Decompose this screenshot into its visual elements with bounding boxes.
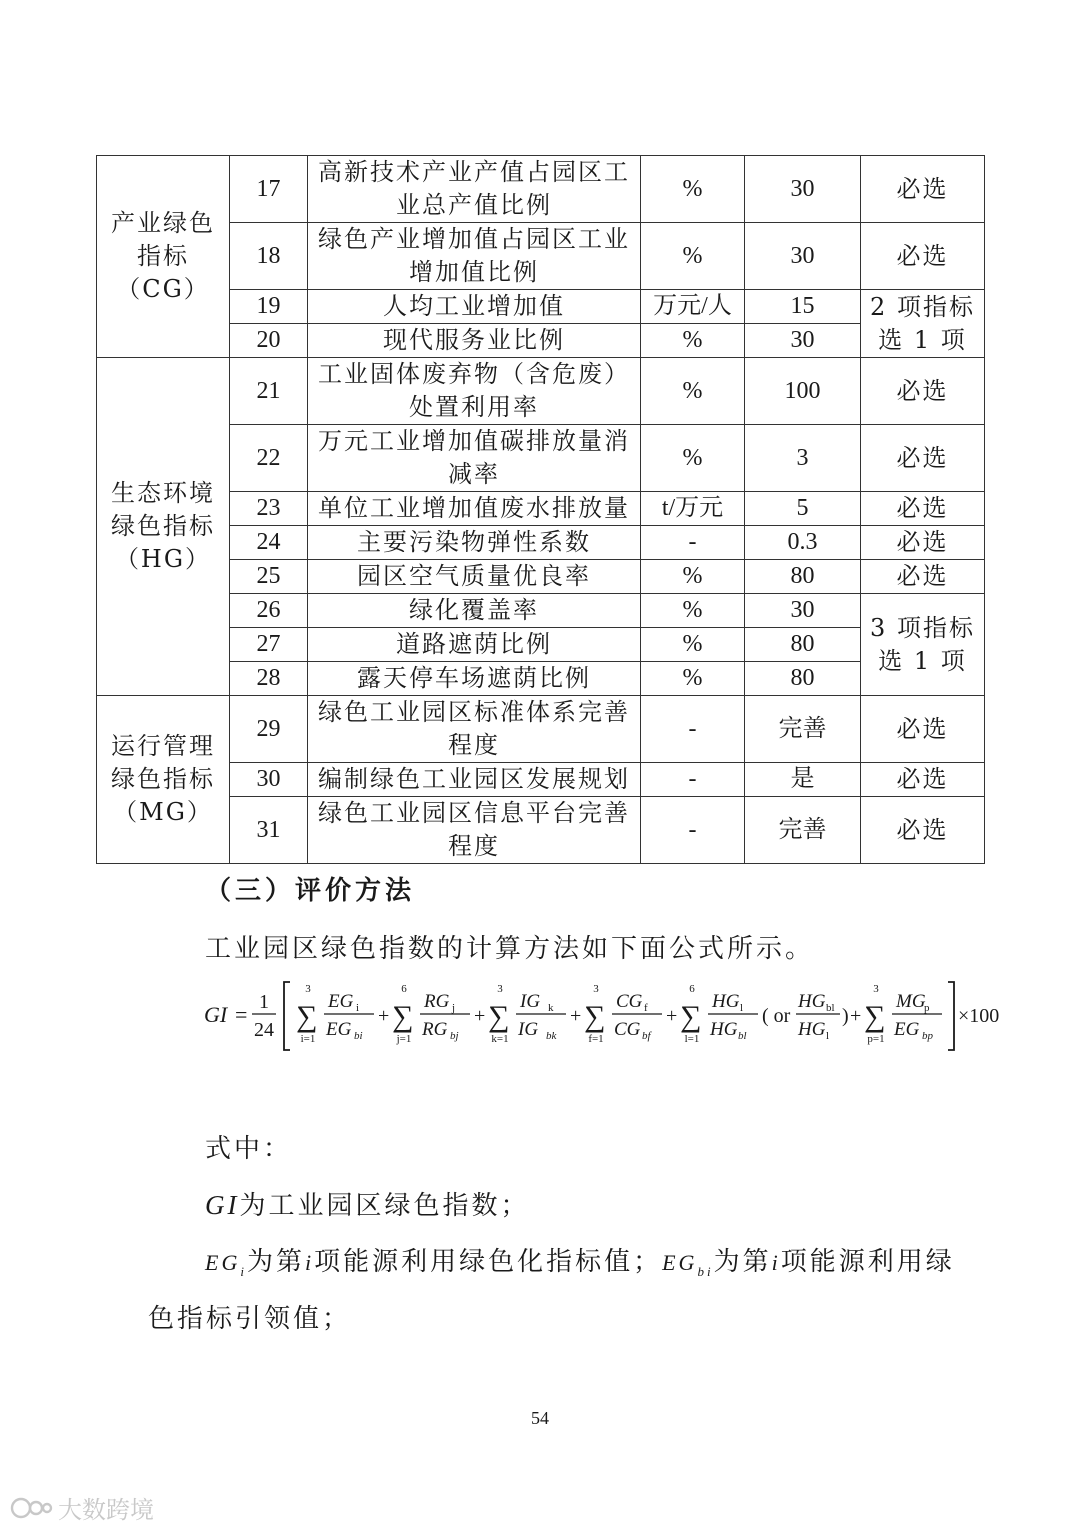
indicator-name: [308, 662, 641, 696]
category-line: 产业绿色: [111, 209, 215, 237]
category-line: （MG）: [113, 798, 213, 826]
selection-type-line: 必选: [896, 174, 949, 203]
table-row: [97, 662, 985, 696]
selection-type: [861, 797, 985, 864]
eg-definition-line2: 色指标引领值；: [148, 1304, 352, 1334]
indicator-name-line: 增加值比例: [409, 258, 539, 286]
selection-type-line: 必选: [896, 528, 949, 556]
eg-text-1: 为第: [246, 1247, 305, 1277]
indicator-name: [308, 797, 641, 864]
multiplier: ×100: [958, 1005, 1000, 1027]
indicator-table: [96, 155, 985, 864]
indicator-name-line: 编制绿色工业园区发展规划: [318, 765, 630, 793]
index-number: 24: [230, 526, 308, 560]
selection-type-line: 必选: [896, 376, 949, 405]
table-row: [97, 526, 985, 560]
gi-symbol: GI: [205, 1190, 240, 1220]
target-value: 80: [745, 628, 861, 662]
formula-lhs: GI: [204, 1002, 228, 1027]
indicator-name: [308, 290, 641, 324]
index-number: 22: [230, 425, 308, 492]
indicator-name-line: 园区空气质量优良率: [357, 562, 591, 590]
index-number: 26: [230, 594, 308, 628]
unit-cell: t/万元: [641, 492, 745, 526]
index-number: 28: [230, 662, 308, 696]
term-numerator: HG: [712, 991, 740, 1012]
eg-text-2: 项能源利用绿色化指标值；: [314, 1247, 663, 1277]
table-row: [97, 628, 985, 662]
selection-type: [861, 594, 985, 696]
sum-upper-limit: 6: [689, 983, 695, 995]
target-value: 80: [745, 662, 861, 696]
selection-type: [861, 696, 985, 763]
eg-subscript: i: [240, 1264, 247, 1280]
eg-var-2: i: [771, 1250, 781, 1275]
target-value: 30: [745, 594, 861, 628]
index-number: 29: [230, 696, 308, 763]
eg-var-1: i: [304, 1250, 315, 1275]
selection-type: [861, 223, 985, 290]
term-denominator-sub: bp: [922, 1030, 933, 1042]
indicator-name-line: 现代服务业比例: [383, 326, 565, 354]
unit-cell: -: [641, 526, 745, 560]
unit-cell: %: [641, 358, 745, 425]
index-number: 25: [230, 560, 308, 594]
eg-definition: [205, 1241, 955, 1280]
unit-cell: %: [641, 628, 745, 662]
sum-upper-limit: 3: [873, 983, 879, 995]
table-row: [97, 696, 985, 763]
term-denominator: IG: [518, 1019, 539, 1040]
sum-lower-limit: k=1: [491, 1033, 509, 1045]
indicator-name-line: 绿色工业园区标准体系完善: [318, 698, 630, 726]
alt-denominator: HG: [798, 1019, 826, 1040]
indicator-name: [308, 358, 641, 425]
unit-cell: %: [641, 324, 745, 358]
page-number: 54: [531, 1408, 549, 1428]
section-heading: （三）评价方法: [205, 876, 416, 906]
term-numerator: RG: [424, 991, 450, 1012]
term-numerator-sub: l: [740, 1002, 744, 1014]
selection-type: [861, 763, 985, 797]
term-denominator-sub: bk: [546, 1030, 557, 1042]
selection-type-line: 必选: [896, 562, 949, 590]
egb-symbol: EG: [662, 1250, 698, 1275]
coef-denominator: 24: [254, 1019, 274, 1041]
sum-lower-limit: i=1: [300, 1033, 316, 1045]
term-numerator-sub: f: [644, 1002, 648, 1014]
target-value: 是: [745, 763, 861, 797]
indicator-name: [308, 763, 641, 797]
term-numerator: IG: [520, 991, 541, 1012]
sum-symbol: ∑: [864, 1000, 886, 1033]
indicator-name-line: 道路遮荫比例: [396, 630, 552, 658]
watermark: [10, 1490, 154, 1525]
selection-type-line: 必选: [896, 443, 949, 472]
index-number: 20: [230, 324, 308, 358]
indicator-name: [308, 492, 641, 526]
selection-type-line: 必选: [896, 494, 949, 522]
category-cell: [97, 358, 230, 696]
term-numerator-sub: i: [356, 1002, 360, 1014]
selection-type-line: 选 1 项: [878, 325, 967, 354]
table-row: [97, 324, 985, 358]
selection-type-line: 2 项指标: [870, 292, 975, 321]
indicator-name: [308, 628, 641, 662]
plus-sign: +: [666, 1005, 678, 1027]
selection-type-line: 必选: [896, 765, 949, 793]
category-cell: [97, 156, 230, 358]
category-line: 绿色指标: [111, 512, 215, 540]
alt-denominator-sub: l: [826, 1030, 830, 1042]
sum-lower-limit: j=1: [396, 1033, 412, 1045]
indicator-name-line: 绿色产业增加值占园区工业: [318, 225, 630, 253]
term-numerator-sub: p: [924, 1002, 930, 1014]
target-value: 0.3: [745, 526, 861, 560]
term-denominator: CG: [614, 1019, 641, 1040]
indicator-name: [308, 425, 641, 492]
term-numerator: EG: [328, 991, 354, 1012]
plus-sign: +: [570, 1005, 582, 1027]
unit-cell: 万元/人: [641, 290, 745, 324]
indicator-name-line: 减率: [448, 460, 500, 488]
green-index-formula: [204, 978, 1000, 1056]
term-numerator-sub: k: [548, 1002, 554, 1014]
right-bracket: [948, 982, 954, 1050]
table-row: [97, 223, 985, 290]
target-value: 30: [745, 156, 861, 223]
alt-open: ( or: [762, 1005, 791, 1027]
term-denominator: RG: [422, 1019, 448, 1040]
index-number: 21: [230, 358, 308, 425]
sum-symbol: ∑: [488, 1000, 510, 1033]
term-denominator-sub: bl: [738, 1030, 747, 1042]
target-value: 完善: [745, 797, 861, 864]
category-line: 运行管理: [111, 732, 215, 760]
alt-numerator: HG: [798, 991, 826, 1012]
sum-symbol: ∑: [296, 1000, 318, 1033]
intro-text: 工业园区绿色指数的计算方法如下面公式所示。: [205, 934, 815, 964]
alt-numerator-sub: bl: [826, 1002, 835, 1014]
selection-type-line: 3 项指标: [870, 613, 975, 642]
unit-cell: -: [641, 696, 745, 763]
indicator-name-line: 业总产值比例: [396, 191, 552, 219]
unit-cell: %: [641, 560, 745, 594]
indicator-name: [308, 324, 641, 358]
target-value: 80: [745, 560, 861, 594]
target-value: 100: [745, 358, 861, 425]
unit-cell: -: [641, 763, 745, 797]
indicator-name: [308, 594, 641, 628]
indicator-name-line: 万元工业增加值碳排放量消: [318, 427, 630, 455]
indicator-name-line: 工业固体废弃物（含危废）: [318, 360, 630, 388]
index-number: 18: [230, 223, 308, 290]
index-number: 17: [230, 156, 308, 223]
indicator-name-line: 露天停车场遮荫比例: [357, 664, 591, 692]
table-row: [97, 492, 985, 526]
left-bracket: [284, 982, 290, 1050]
indicator-name-line: 绿色工业园区信息平台完善: [318, 799, 630, 827]
sum-symbol: ∑: [680, 1000, 702, 1033]
indicator-name: [308, 560, 641, 594]
term-numerator: CG: [616, 991, 643, 1012]
sum-lower-limit: p=1: [867, 1033, 885, 1045]
indicator-name: [308, 696, 641, 763]
selection-type: [861, 492, 985, 526]
sum-symbol: ∑: [584, 1000, 606, 1033]
index-number: 19: [230, 290, 308, 324]
indicator-name-line: 单位工业增加值废水排放量: [318, 494, 630, 522]
selection-type: [861, 425, 985, 492]
target-value: 30: [745, 223, 861, 290]
unit-cell: %: [641, 156, 745, 223]
alt-close: ): [842, 1005, 849, 1027]
term-denominator-sub: bi: [354, 1030, 363, 1042]
indicator-name-line: 人均工业增加值: [383, 292, 565, 320]
term-denominator-sub: bj: [450, 1030, 459, 1042]
index-number: 23: [230, 492, 308, 526]
coef-numerator: 1: [259, 991, 269, 1013]
target-value: 3: [745, 425, 861, 492]
plus-sign: +: [378, 1005, 390, 1027]
indicator-name: [308, 526, 641, 560]
category-line: 绿色指标: [111, 765, 215, 793]
target-value: 5: [745, 492, 861, 526]
plus-sign: +: [850, 1005, 862, 1027]
unit-cell: %: [641, 594, 745, 628]
selection-type-line: 必选: [896, 815, 949, 844]
sum-lower-limit: f=1: [588, 1033, 604, 1045]
category-line: （HG）: [114, 545, 212, 573]
indicator-name: [308, 156, 641, 223]
index-number: 31: [230, 797, 308, 864]
selection-type: [861, 290, 985, 358]
indicator-name-line: 处置利用率: [409, 393, 539, 421]
unit-cell: %: [641, 223, 745, 290]
indicator-name-line: 绿化覆盖率: [409, 596, 539, 624]
where-label: 式中：: [205, 1134, 293, 1164]
table-row: [97, 290, 985, 324]
term-numerator-sub: j: [452, 1002, 456, 1014]
equals-sign: =: [235, 1002, 248, 1027]
gi-definition-text: 为工业园区绿色指数；: [239, 1191, 530, 1221]
indicator-name-line: 高新技术产业产值占园区工: [318, 158, 630, 186]
target-value: 完善: [745, 696, 861, 763]
selection-type: [861, 156, 985, 223]
term-denominator-sub: bf: [642, 1030, 651, 1042]
table-row: [97, 594, 985, 628]
watermark-text: 大数跨境: [58, 1496, 154, 1524]
term-denominator: EG: [326, 1019, 352, 1040]
table-row: [97, 358, 985, 425]
unit-cell: %: [641, 425, 745, 492]
sum-symbol: ∑: [392, 1000, 414, 1033]
table-row: [97, 763, 985, 797]
unit-cell: %: [641, 662, 745, 696]
sum-lower-limit: l=1: [684, 1033, 700, 1045]
indicator-name: [308, 223, 641, 290]
category-line: 指标: [137, 242, 189, 270]
index-number: 27: [230, 628, 308, 662]
indicator-name-line: 程度: [448, 731, 500, 759]
eg-text-3: 为第: [713, 1247, 772, 1277]
category-line: （CG）: [116, 275, 210, 303]
plus-sign: +: [474, 1005, 486, 1027]
selection-type: [861, 358, 985, 425]
watermark-logo-icon: [10, 1495, 54, 1521]
unit-cell: -: [641, 797, 745, 864]
index-number: 30: [230, 763, 308, 797]
egb-subscript: bi: [697, 1264, 714, 1280]
target-value: 30: [745, 324, 861, 358]
table-row: [97, 560, 985, 594]
indicator-name-line: 程度: [448, 832, 500, 860]
sum-upper-limit: 3: [305, 983, 311, 995]
category-cell: [97, 696, 230, 864]
eg-symbol: EG: [205, 1250, 241, 1275]
term-denominator: EG: [894, 1019, 920, 1040]
target-value: 15: [745, 290, 861, 324]
term-numerator: MG: [896, 991, 926, 1012]
selection-type-line: 必选: [896, 241, 949, 270]
table-row: [97, 425, 985, 492]
term-denominator: HG: [710, 1019, 738, 1040]
selection-type: [861, 526, 985, 560]
selection-type: [861, 560, 985, 594]
indicator-name-line: 主要污染物弹性系数: [357, 528, 591, 556]
selection-type-line: 选 1 项: [878, 646, 967, 675]
selection-type-line: 必选: [896, 714, 949, 743]
sum-upper-limit: 3: [593, 983, 599, 995]
sum-upper-limit: 6: [401, 983, 407, 995]
table-row: [97, 156, 985, 223]
table-row: [97, 797, 985, 864]
gi-definition: [205, 1185, 530, 1222]
eg-text-4: 项能源利用绿: [780, 1247, 955, 1277]
category-line: 生态环境: [111, 479, 215, 507]
sum-upper-limit: 3: [497, 983, 503, 995]
